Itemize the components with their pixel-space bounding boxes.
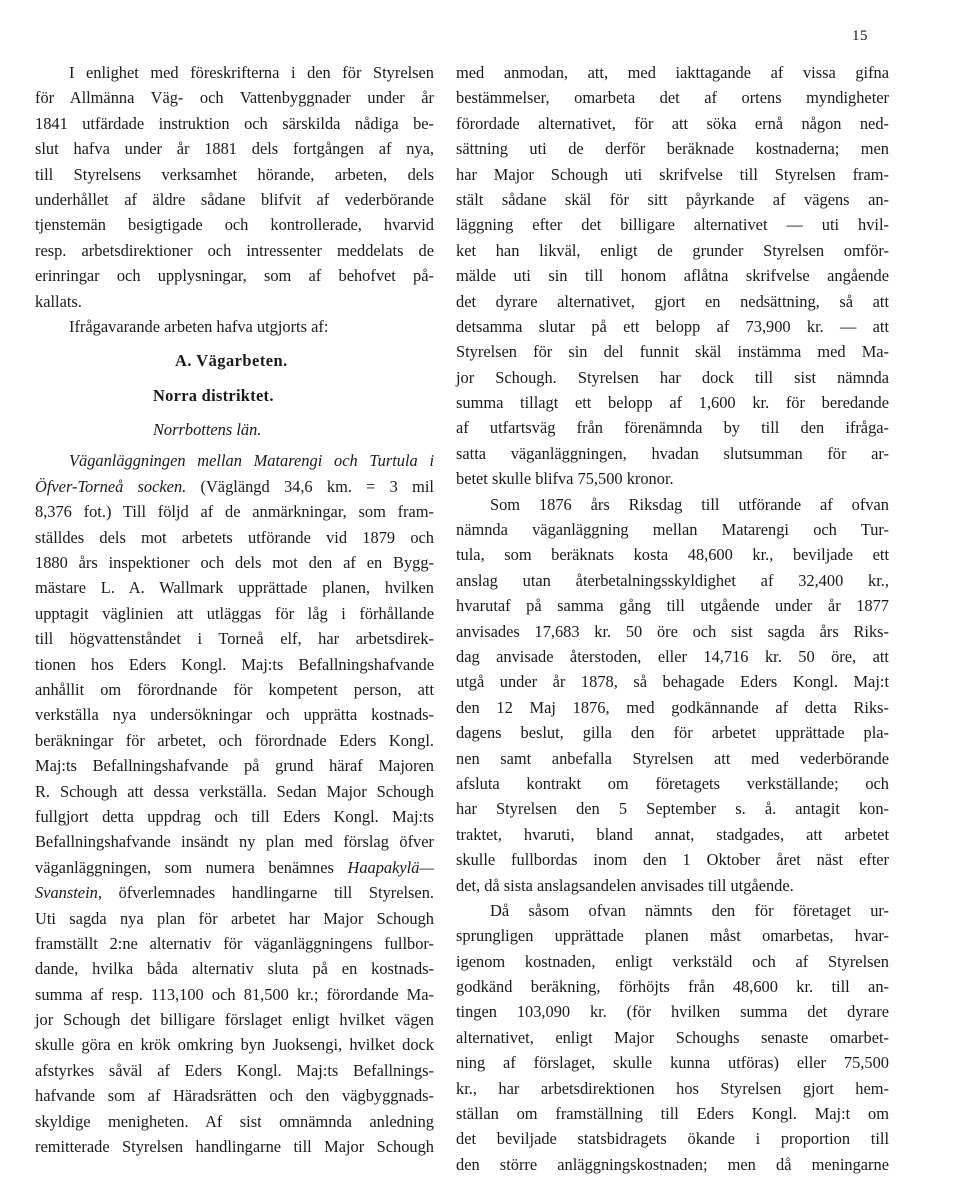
text-line: skulle göra en krök omkring byn Juoksengi, hvilket dock [35, 1035, 434, 1055]
text-line: till högvattenståndet i Torneå elf, har arbetsdirek- [35, 629, 434, 649]
text-line: afsluta kontrakt om företagets verkställande; och [456, 773, 889, 793]
text-fragment: , öfverlemnades handlingarne till Styrelsen. [97, 883, 434, 903]
text-line: summa tillagt ett belopp af 1,600 kr. för beredande [456, 393, 889, 413]
text-line: jor Schough. Styrelsen har dock till sist nämnda [456, 367, 889, 387]
left-paragraph-1 [35, 60, 434, 314]
text-line: resp. arbetsdirektioner och intressenter meddelats de [35, 240, 434, 260]
right-column [456, 60, 889, 1177]
text-line [35, 474, 434, 499]
text-line: Styrelsen för sin del funnit skäl instämma med Ma- [456, 342, 889, 362]
county-heading: Norrbottens län. [153, 420, 262, 440]
text-line: skyldige menigheten. Af sist omnämnda anledning [35, 1111, 434, 1131]
text-line: till Styrelsens verksamhet hörande, arbeten, dels [35, 164, 434, 184]
left-column [35, 60, 434, 1159]
text-line: ställan om framställning till Eders Kongl. Maj:t om [456, 1104, 889, 1124]
text-line: tula, som beräknats kosta 48,600 kr., beviljade ett [456, 545, 889, 565]
text-line: tionen hos Eders Kongl. Maj:ts Befallningshafvande [35, 654, 434, 674]
text-line: mälde uti sin till honom aflåtna skrifvelse angående [456, 266, 889, 286]
text-line: den 12 Maj 1876, med godkännande af detta Riks- [456, 697, 889, 717]
text-line: Som 1876 års Riksdag till utförande af ofvan [490, 494, 889, 514]
road-new-name-2: Svanstein [35, 883, 98, 903]
text-line: detsamma slutar på ett belopp af 73,900 kr. — att [456, 316, 889, 336]
right-paragraph-3 [456, 898, 889, 1177]
road-length: (Väglängd 34,6 km. = 3 mil [186, 476, 434, 496]
text-line: Då såsom ofvan nämnts den för företaget ur- [490, 900, 889, 920]
text-line: dagens beslut, gilla den för arbetet upprättade pla- [456, 723, 889, 743]
text-line: alternativet, enligt Major Schoughs senaste omarbet- [456, 1027, 889, 1047]
text-line-italic [35, 448, 434, 473]
text-line: tjenstemän besigtigade och kontrollerade, hvarvid [35, 215, 434, 235]
right-paragraph-2 [456, 492, 889, 898]
text-line: summa af resp. 113,100 och 81,500 kr.; förordande Ma- [35, 984, 434, 1004]
left-paragraph-3 [35, 448, 434, 1159]
text-line: 8,376 fot.) Till följd af de anmärkningar, som fram- [35, 502, 434, 522]
text-line: skulle fullbordas inom den 1 Oktober året näst efter [456, 850, 889, 870]
text-line: har Styrelsen den 5 September s. å. antagit kon- [456, 799, 889, 819]
text-line: sprungligen upprättade planen måst omarbetas, hvar- [456, 926, 889, 946]
text-line: erinringar och upplysningar, som af behofvet på- [35, 266, 434, 286]
text-line: 1880 års inspektioner och dels mot den af en Bygg- [35, 553, 434, 573]
text-line: anslag utan återbetalningsskyldighet af 32,400 kr., [456, 570, 889, 590]
road-title-line-1: Väganläggningen mellan Matarengi och Turtula i [69, 451, 434, 471]
text-line: godkänd beräkning, förhöjts från 48,600 kr. till an- [456, 977, 889, 997]
text-line: remitterade Styrelsen handlingarne till Major Schough [35, 1137, 434, 1157]
text-line: nen samt anbefalla Styrelsen att med vederbörande [456, 748, 889, 768]
text-line: det beviljade statsbidragets ökande i proportion till [456, 1129, 889, 1149]
text-line: stält sådane skäl för sitt påyrkande af vägens an- [456, 189, 889, 209]
text-fragment: väganläggningen, som numera benämnes [35, 857, 334, 877]
text-line: Uti sagda nya plan för arbetet har Major Schough [35, 908, 434, 928]
text-line: hafvande som af Häradsrätten och den vägbyggnads- [35, 1086, 434, 1106]
text-line [35, 855, 434, 880]
text-line: kallats. [35, 291, 82, 311]
text-line: det dyrare alternativet, gjort en nedsättning, så att [456, 291, 889, 311]
text-line: dande, hvilka båda alternativ sluta på en kostnads- [35, 959, 434, 979]
text-line: anvisades 17,683 kr. 50 öre och sist sagda års Riks- [456, 621, 889, 641]
text-line: anhållit om förordnande för kompetent person, att [35, 679, 434, 699]
text-line: betet skulle blifva 75,500 kronor. [456, 469, 674, 489]
text-line: bestämmelser, omarbeta det af ortens myndigheter [456, 88, 889, 108]
text-line: ning af förslaget, skulle kunna utföras) eller 75,500 [456, 1053, 889, 1073]
text-line: 1841 utfärdade instruktion och särskilda nådiga be- [35, 113, 434, 133]
district-heading: Norra distriktet. [153, 385, 274, 405]
text-line: afstyrkes såväl af Eders Kongl. Maj:ts Befallnings- [35, 1060, 434, 1080]
text-line: underhållet af äldre sådane blifvit af vederbörande [35, 189, 434, 209]
text-line [35, 880, 434, 905]
text-line: ket han likväl, enligt de grunder Styrelsen omför- [456, 240, 889, 260]
text-line: verkställa nya undersökningar och upprätta kostnads- [35, 705, 434, 725]
left-paragraph-2: Ifrågavarande arbeten hafva utgjorts af: [69, 316, 329, 336]
road-title-line-2: Öfver-Torneå socken. [35, 476, 187, 496]
text-line: slut hafva under år 1881 dels fortgången af nya, [35, 139, 434, 159]
text-line: tingen 103,090 kr. (för hvilken summa det dyrare [456, 1002, 889, 1022]
page-number: 15 [852, 28, 868, 44]
text-line: beräkningar för arbetet, och förordnade Eders Kongl. [35, 730, 434, 750]
text-line: kr., har arbetsdirektionen hos Styrelsen gjort hem- [456, 1078, 889, 1098]
text-line: framställt 2:ne alternativ för väganläggningens fullbor- [35, 933, 434, 953]
text-line: mästare L. A. Wallmark upprättade planen, hvilken [35, 578, 434, 598]
text-line: nämnda väganläggning mellan Matarengi och Tur- [456, 520, 889, 540]
text-line: den större anläggningskostnaden; men då meningarne [456, 1154, 889, 1174]
text-line: jor Schough det billigare förslaget enligt hvilket vägen [35, 1010, 434, 1030]
text-line: upptagit väglinien att utläggas för låg i förhållande [35, 603, 434, 623]
text-line: läggning efter det billigare alternativet — uti hvil- [456, 215, 889, 235]
road-new-name: Haapakylä— [347, 857, 434, 877]
text-line: R. Schough att dessa verkställa. Sedan Major Schough [35, 781, 434, 801]
text-line: utgå under år 1878, så behagade Eders Kongl. Maj:t [456, 672, 889, 692]
text-line: dag anvisade återstoden, eller 14,716 kr. 50 öre, att [456, 646, 889, 666]
text-line: af utfartsväg från förenämnda by till den ifråga- [456, 418, 889, 438]
text-line: hvarutaf på samma gång till utgående under år 1877 [456, 596, 889, 616]
section-heading: A. Vägarbeten. [175, 351, 288, 371]
text-line: sättning uti de derför beräknade kostnaderna; men [456, 139, 889, 159]
text-line: fullgjort detta uppdrag och till Eders Kongl. Maj:ts [35, 806, 434, 826]
text-line: Befallningshafvande insändt ny plan med förslag öfver [35, 832, 434, 852]
right-paragraph-1 [456, 60, 889, 492]
text-line: har Major Schough uti skrifvelse till Styrelsen fram- [456, 164, 889, 184]
text-line: traktet, hvaruti, bland annat, stadgades, att arbetet [456, 824, 889, 844]
text-line: ställdes dels mot arbetets utförande vid 1879 och [35, 527, 434, 547]
text-line: I enlighet med föreskrifterna i den för Styrelsen [69, 63, 434, 82]
text-line: med anmodan, att, med iakttagande af vissa gifna [456, 63, 889, 82]
text-line: förordade alternativet, för att söka ernå någon ned- [456, 113, 889, 133]
text-line: för Allmänna Väg- och Vattenbyggnader under år [35, 88, 434, 108]
text-line: det, då sista anslagsandelen anvisades till utgående. [456, 875, 794, 895]
text-line: Maj:ts Befallningshafvande på grund häraf Majoren [35, 756, 434, 776]
text-line: satta väganläggningen, hvadan slutsumman för ar- [456, 443, 889, 463]
text-line: igenom kostnaden, enligt verkstäld och af Styrelsen [456, 951, 889, 971]
